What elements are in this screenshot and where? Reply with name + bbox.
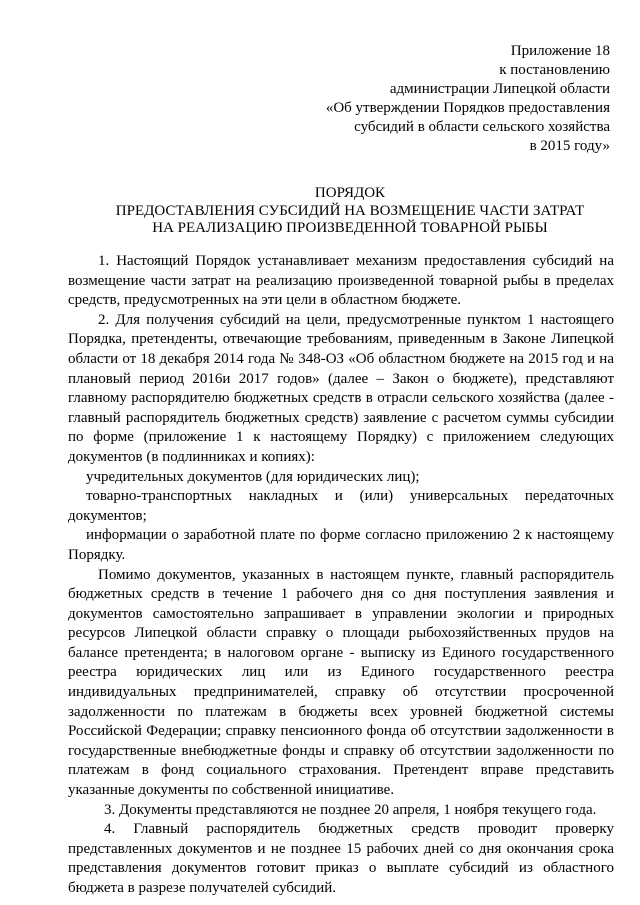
appendix-header	[326, 42, 610, 156]
appendix-line: в 2015 году»	[529, 138, 610, 154]
paragraph-2: 2. Для получения субсидий на цели, предусмотренные пунктом 1 настоящего Порядка, претенденты, отвечающие требованиям, приведенным в Законе Липецкой области от 18 декабря 2014 года № 348-ОЗ «Об областном бюджете на 2015 год и на плановый период 2016и 2017 годов» (далее – Закон о бюджете), представляют главному распорядителю бюджетных средств в отрасли сельского хозяйства (далее - главный распорядитель бюджетных средств) заявление с расчетом суммы субсидии по форме (приложение 1 к настоящему Порядку) с приложением следующих документов (в подлинниках и копиях):	[68, 311, 614, 465]
title-line: НА РЕАЛИЗАЦИЮ ПРОИЗВЕДЕННОЙ ТОВАРНОЙ РЫБЫ	[152, 220, 548, 236]
appendix-line: Приложение 18	[510, 43, 610, 59]
paragraph-3: 3. Документы представляются не позднее 20 апреля, 1 ноября текущего года.	[104, 801, 597, 818]
paragraph-additional-docs: Помимо документов, указанных в настоящем пункте, главный распорядитель бюджетных средств в течение 1 рабочего дня со дня поступления заявления и документов самостоятельно запрашивает в управлении экологии и природных ресурсов Липецкой области справку о площади рыбохозяйственных прудов на балансе претендента; в налоговом органе - выписку из Единого государственного реестра юридических лиц или из Единого государственного реестра индивидуальных предпринимателей, справку об отсутствии просроченной задолженности по платежам в бюджеты всех уровней бюджетной системы Российской Федерации; справку пенсионного фонда об отсутствии задолженности в государственные внебюджетные фонды и справку об отсутствии задолженности по платежам в фонд социального страхования. Претендент вправе представить указанные документы по собственной инициативе.	[68, 566, 614, 799]
title-line: ПОРЯДОК	[314, 185, 386, 201]
appendix-line: к постановлению	[499, 62, 610, 78]
title-line: ПРЕДОСТАВЛЕНИЯ СУБСИДИЙ НА ВОЗМЕЩЕНИЕ ЧАСТИ ЗАТРАТ	[115, 202, 585, 219]
document-body	[68, 252, 614, 899]
appendix-line: «Об утверждении Порядков предоставления	[325, 100, 610, 116]
paragraph-4: 4. Главный распорядитель бюджетных средств проводит проверку представленных документов и не позднее 15 рабочих дней со дня окончания срока представления документов готовит приказ о выплате субсидий из областного бюджета в разрезе получателей субсидий.	[68, 821, 614, 896]
list-item-waybills: товарно-транспортных накладных и (или) универсальных передаточных документов;	[68, 488, 614, 524]
appendix-line: субсидий в области сельского хозяйства	[354, 119, 610, 135]
paragraph-1: 1. Настоящий Порядок устанавливает механизм предоставления субсидий на возмещение части затрат на реализацию произведенной товарной рыбы в пределах средств, предусмотренных на эти цели в областном бюджете.	[68, 253, 614, 309]
list-item-founding-docs: учредительных документов (для юридических лиц);	[86, 468, 420, 485]
list-item-salary-info: информации о заработной плате по форме согласно приложению 2 к настоящему Порядку.	[68, 527, 614, 563]
document-title	[60, 185, 640, 238]
appendix-line: администрации Липецкой области	[389, 81, 610, 97]
